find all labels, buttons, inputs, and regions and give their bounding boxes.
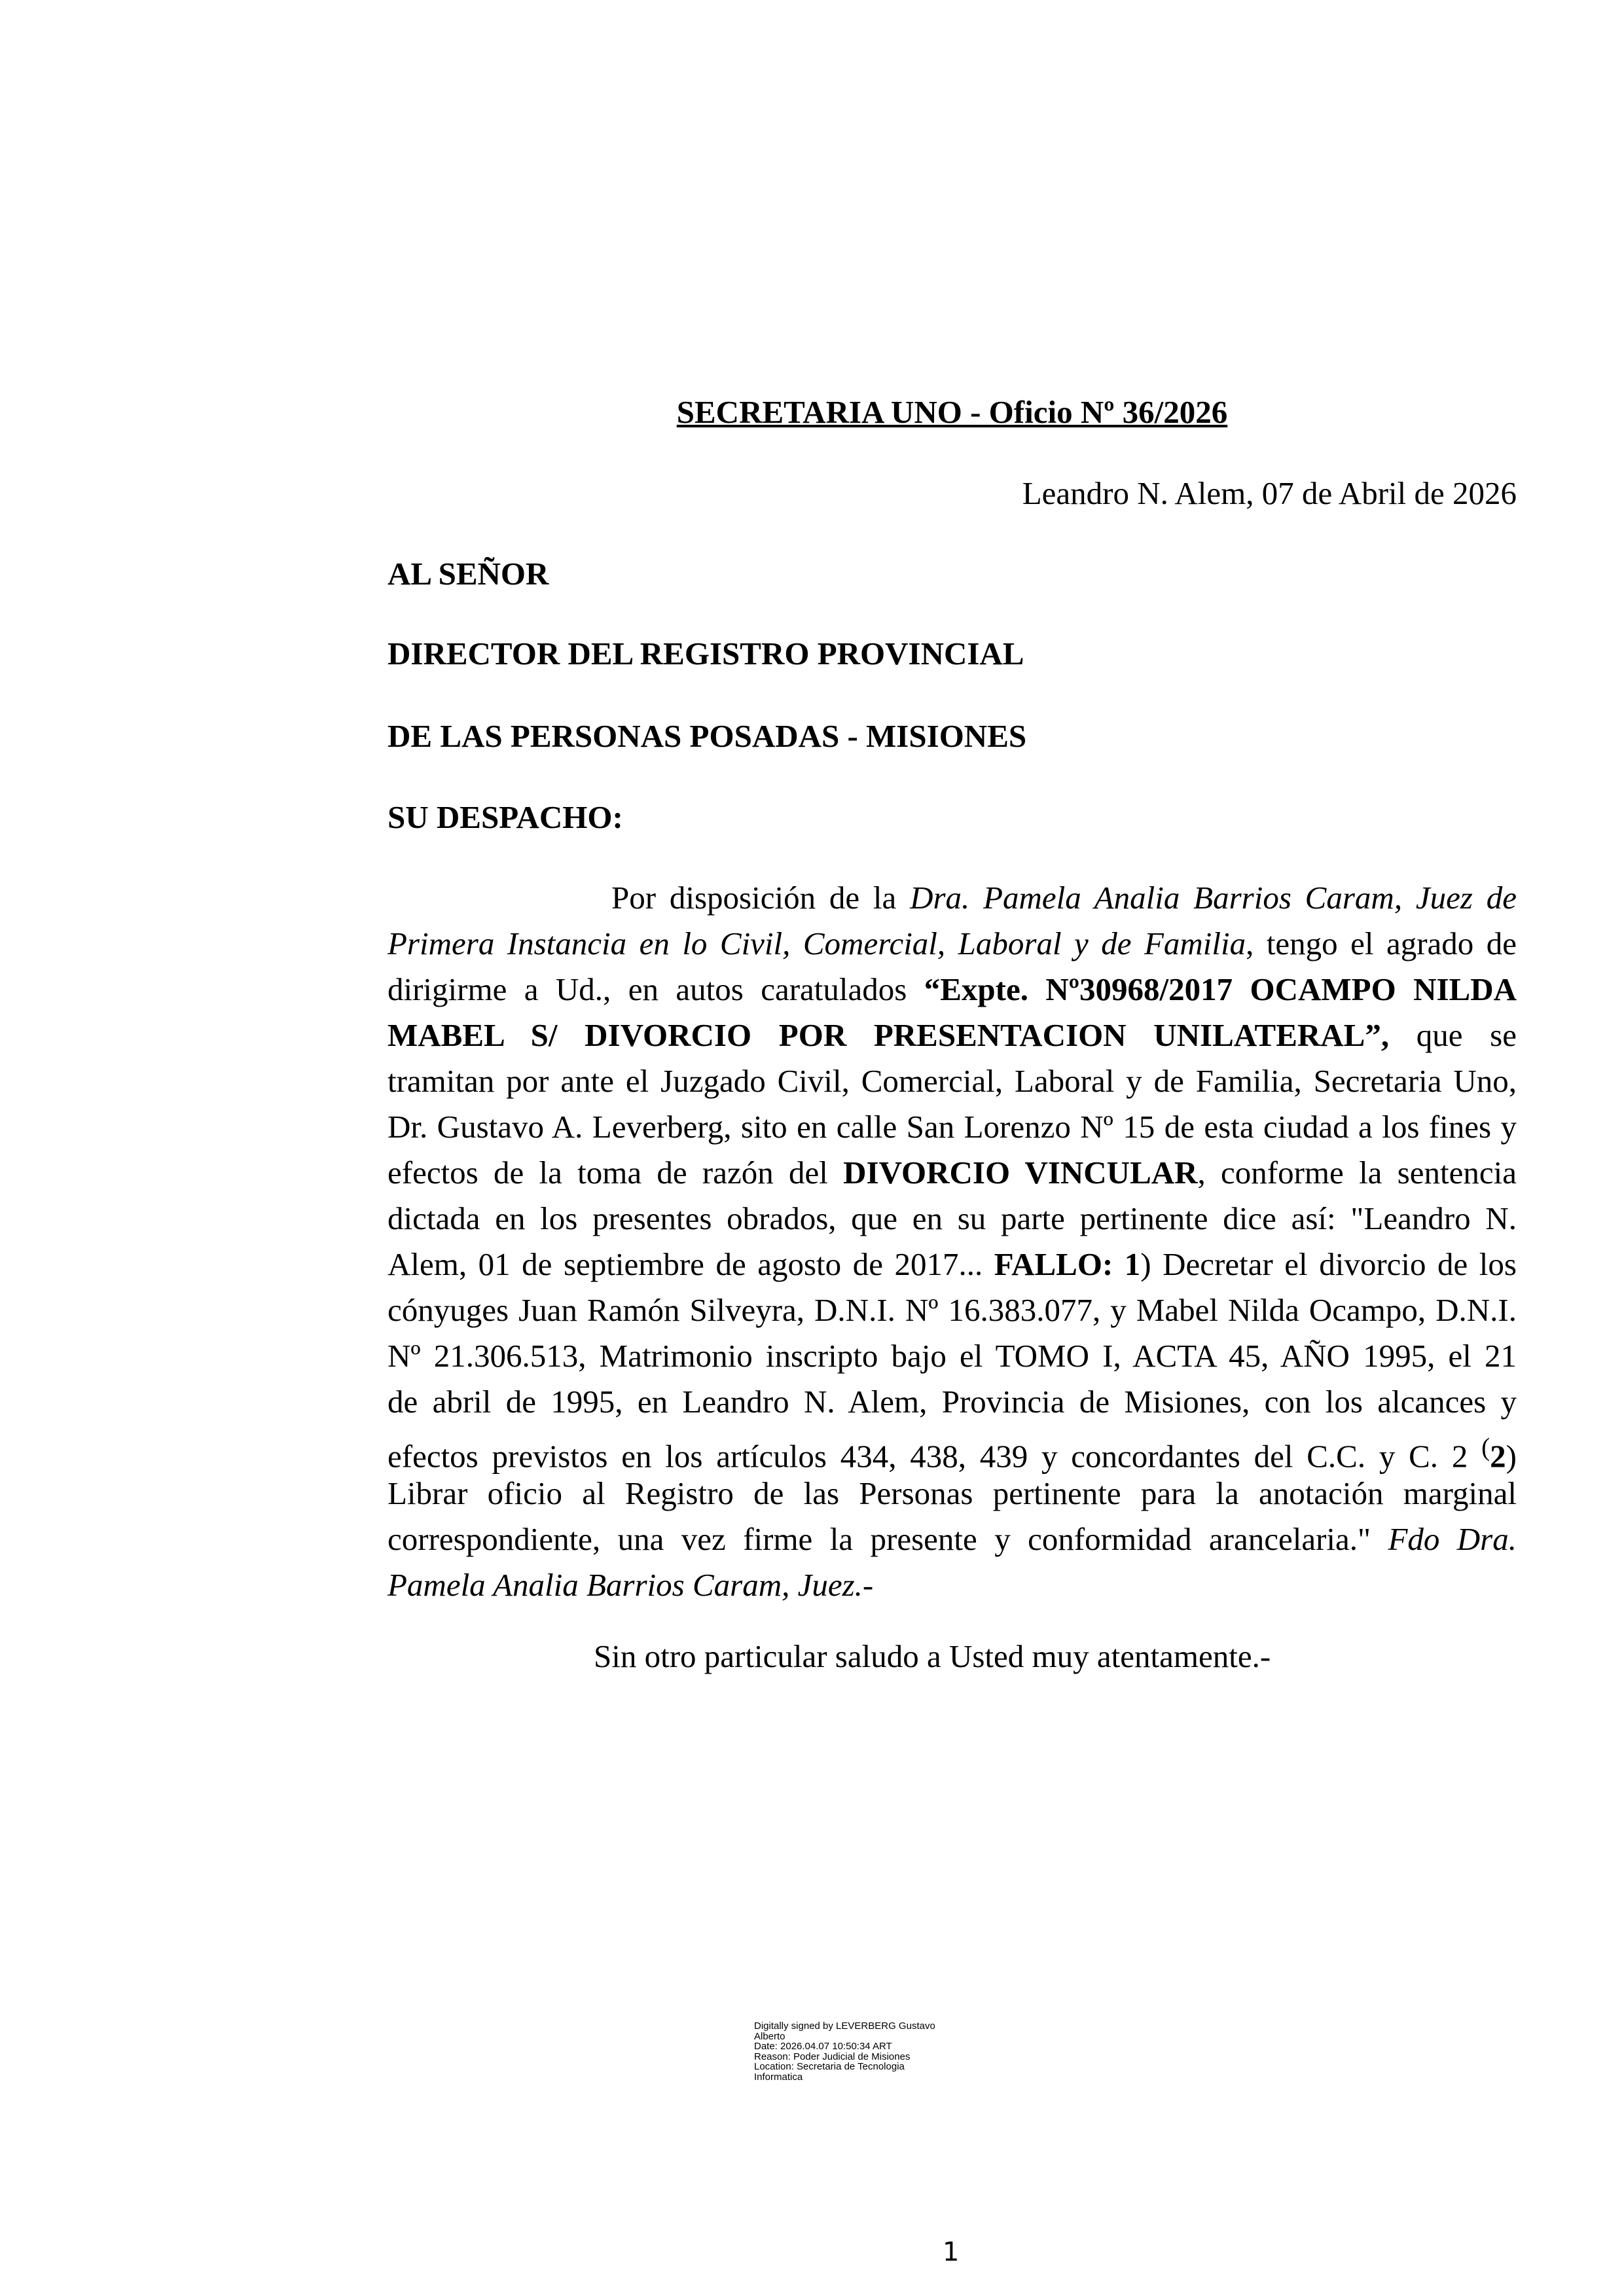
text-run: DIVORCIO VINCULAR xyxy=(843,1155,1198,1191)
addressee-despacho: SU DESPACHO: xyxy=(388,799,623,835)
text-run: Pamela Analia Barrios Caram, Juez.- xyxy=(388,1567,874,1603)
paragraph-line xyxy=(388,1104,1517,1150)
document-title: SECRETARIA UNO - Oficio Nº 36/2026 xyxy=(676,394,1228,430)
text-run: FALLO: 1 xyxy=(994,1246,1141,1282)
digital-signature-block xyxy=(754,2021,935,2082)
closing-line: Sin otro particular saludo a Usted muy atentamente.- xyxy=(594,1638,1271,1674)
text-run: que se xyxy=(1389,1017,1517,1053)
text-run: de abril de 1995, en Leandro N. Alem, Provincia de Misiones, con los alcances y xyxy=(388,1384,1517,1420)
paragraph-line xyxy=(388,1196,1517,1242)
paragraph-line xyxy=(388,1425,1517,1475)
text-run: ( xyxy=(1481,1433,1490,1462)
text-run: , tengo el agrado de xyxy=(1246,925,1517,961)
signature-location: Location: Secretaria de Tecnologia xyxy=(754,2061,905,2072)
addressee-salutation: AL SEÑOR xyxy=(388,556,549,592)
text-run: Nº 21.306.513, Matrimonio inscripto bajo el TOMO I, ACTA 45, AÑO 1995, el 21 xyxy=(388,1338,1517,1374)
text-run: Librar oficio al Registro de las Personas pertinente para la anotación marginal xyxy=(388,1475,1517,1511)
text-run: Dra. Pamela Analia Barrios Caram, Juez de xyxy=(910,880,1517,916)
signature-location-cont: Informatica xyxy=(754,2071,803,2083)
text-run: Fdo Dra. xyxy=(1388,1521,1517,1557)
signature-signer: Digitally signed by LEVERBERG Gustavo xyxy=(754,2020,935,2032)
text-run: dictada en los presentes obrados, que en su parte pertinente dice así: "Leandro N. xyxy=(388,1200,1517,1236)
paragraph-line xyxy=(388,967,1517,1013)
text-run: MABEL S/ DIVORCIO POR PRESENTACION UNILATERAL”, xyxy=(388,1017,1390,1053)
text-run: , conforme la sentencia xyxy=(1197,1155,1517,1191)
text-run: Alem, 01 de septiembre de agosto de 2017... xyxy=(388,1246,994,1282)
text-run: efectos previstos en los artículos 434, 438, 439 y concordantes del C.C. y C. 2 xyxy=(388,1438,1482,1475)
paragraph-line xyxy=(388,1287,1517,1333)
signature-date: Date: 2026.04.07 10:50:34 ART xyxy=(754,2041,892,2052)
text-run: ) xyxy=(1506,1438,1517,1475)
paragraph-line xyxy=(388,1471,1517,1516)
addressee-institution: DE LAS PERSONAS POSADAS - MISIONES xyxy=(388,718,1027,754)
date-line: Leandro N. Alem, 07 de Abril de 2026 xyxy=(1022,475,1517,511)
paragraph-line xyxy=(388,1242,1517,1287)
text-run: efectos de la toma de razón del xyxy=(388,1155,844,1191)
text-run: tramitan por ante el Juzgado Civil, Comercial, Laboral y de Familia, Secretaria Uno, xyxy=(388,1063,1517,1099)
paragraph-line xyxy=(388,1562,1517,1608)
text-run: cónyuges Juan Ramón Silveyra, D.N.I. Nº 16.383.077, y Mabel Nilda Ocampo, D.N.I. xyxy=(388,1292,1517,1328)
text-run: Por disposición de la xyxy=(611,880,911,916)
text-run: “Expte. Nº30968/2017 OCAMPO NILDA xyxy=(924,971,1517,1007)
paragraph-line xyxy=(388,1058,1517,1104)
paragraph-line xyxy=(388,921,1517,967)
text-run: Dr. Gustavo A. Leverberg, sito en calle San Lorenzo Nº 15 de esta ciudad a los fines y xyxy=(388,1109,1517,1145)
body-paragraph xyxy=(388,875,1517,1608)
text-run: 2 xyxy=(1490,1438,1506,1475)
paragraph-line xyxy=(388,1379,1517,1425)
text-run: dirigirme a Ud., en autos caratulados xyxy=(388,971,924,1007)
paragraph-line xyxy=(388,1516,1517,1562)
text-run: ) Decretar el divorcio de los xyxy=(1140,1246,1517,1282)
addressee-title: DIRECTOR DEL REGISTRO PROVINCIAL xyxy=(388,636,1024,672)
paragraph-line xyxy=(388,1013,1517,1058)
page-number: 1 xyxy=(943,2237,960,2267)
text-run: Primera Instancia en lo Civil, Comercial, Laboral y de Familia xyxy=(388,925,1246,961)
text-run: correspondiente, una vez firme la presente y conformidad arancelaria." xyxy=(388,1521,1388,1557)
paragraph-line xyxy=(388,1150,1517,1196)
paragraph-line xyxy=(388,875,1517,921)
paragraph-line xyxy=(388,1333,1517,1379)
signature-signer-cont: Alberto xyxy=(754,2030,785,2042)
signature-reason: Reason: Poder Judicial de Misiones xyxy=(754,2051,911,2062)
